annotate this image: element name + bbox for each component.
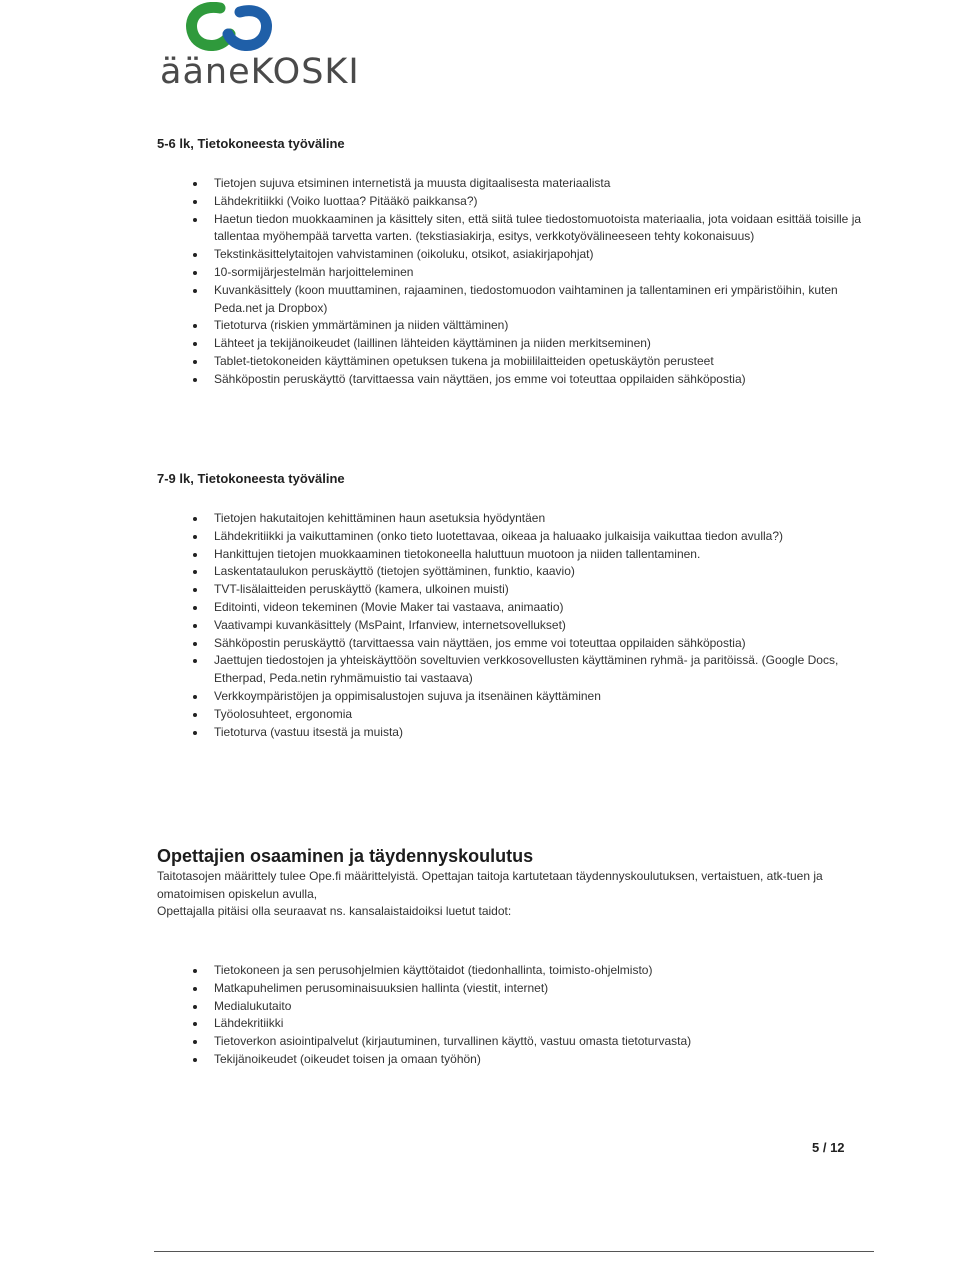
logo-emblem-icon	[160, 2, 360, 58]
list-item: Tietoturva (riskien ymmärtäminen ja niiden välttäminen)	[193, 317, 873, 335]
list-item: Tietoturva (vastuu itsestä ja muista)	[193, 724, 873, 742]
list-item: Editointi, videon tekeminen (Movie Maker tai vastaava, animaatio)	[193, 599, 873, 617]
list-item: Laskentataulukon peruskäyttö (tietojen syöttäminen, funktio, kaavio)	[193, 563, 873, 581]
footer-divider	[154, 1251, 874, 1252]
list-item: Jaettujen tiedostojen ja yhteiskäyttöön soveltuvien verkkosovellusten käyttäminen ryhmä- ja paritöissä. (Google Docs, Etherpad, Peda.netin ryhmämuistio tai vastaava)	[193, 652, 873, 688]
list-item: Vaativampi kuvankäsittely (MsPaint, Irfanview, internetsovellukset)	[193, 617, 873, 635]
list-item: Sähköpostin peruskäyttö (tarvittaessa vain näyttäen, jos emme voi toteuttaa oppilaiden sähköpostia)	[193, 371, 873, 389]
list-item: Haetun tiedon muokkaaminen ja käsittely siten, että siitä tulee tiedostomuotoista materiaalia, jota voidaan esittää toisille ja tallentaa myöhempää tarvetta varten. (tekstiasiakirja, esitys, verkkotyövälineeseen tehty kokonaisuus)	[193, 211, 873, 247]
list-item: Tietojen sujuva etsiminen internetistä ja muusta digitaalisesta materiaalista	[193, 175, 873, 193]
list-item: Verkkoympäristöjen ja oppimisalustojen sujuva ja itsenäinen käyttäminen	[193, 688, 873, 706]
list-item: Matkapuhelimen perusominaisuuksien hallinta (viestit, internet)	[193, 980, 873, 998]
list-7-9	[193, 510, 873, 741]
teachers-intro	[157, 868, 867, 921]
list-item: Tietokoneen ja sen perusohjelmien käyttötaidot (tiedonhallinta, toimisto-ohjelmisto)	[193, 962, 873, 980]
section-heading-7-9: 7-9 lk, Tietokoneesta työväline	[157, 471, 345, 486]
list-item: Lähdekritiikki (Voiko luottaa? Pitääkö paikkansa?)	[193, 193, 873, 211]
intro-paragraph: Opettajalla pitäisi olla seuraavat ns. kansalaistaidoiksi luetut taidot:	[157, 904, 512, 918]
list-item: Tietojen hakutaitojen kehittäminen haun asetuksia hyödyntäen	[193, 510, 873, 528]
list-item: Työolosuhteet, ergonomia	[193, 706, 873, 724]
list-item: Tablet-tietokoneiden käyttäminen opetuksen tukena ja mobiililaitteiden opetuskäytön perusteet	[193, 353, 873, 371]
list-item: TVT-lisälaitteiden peruskäyttö (kamera, ulkoinen muisti)	[193, 581, 873, 599]
aanekoski-logo	[160, 2, 360, 98]
list-item: Tekijänoikeudet (oikeudet toisen ja omaan työhön)	[193, 1051, 873, 1069]
list-item: Hankittujen tietojen muokkaaminen tietokoneella haluttuun muotoon ja niiden tallentaminen.	[193, 546, 873, 564]
intro-paragraph: Taitotasojen määrittely tulee Ope.fi määrittelyistä. Opettajan taitoja kartutetaan täydennyskoulutuksen, vertaistuen, atk-tuen ja omatoimisen opiskelun avulla,	[157, 869, 823, 901]
list-item: Medialukutaito	[193, 998, 873, 1016]
list-item: 10-sormijärjestelmän harjoitteleminen	[193, 264, 873, 282]
list-item: Lähdekritiikki ja vaikuttaminen (onko tieto luotettavaa, oikeaa ja haluaako julkaisija vaikuttaa tiedon avulla?)	[193, 528, 873, 546]
list-item: Lähteet ja tekijänoikeudet (laillinen lähteiden käyttäminen ja niiden merkitseminen)	[193, 335, 873, 353]
logo-wordmark: ääneKOSKI	[160, 52, 360, 92]
list-item: Lähdekritiikki	[193, 1015, 873, 1033]
list-item: Tekstinkäsittelytaitojen vahvistaminen (oikoluku, otsikot, asiakirjapohjat)	[193, 246, 873, 264]
teachers-skills-list	[193, 962, 873, 1069]
list-item: Kuvankäsittely (koon muuttaminen, rajaaminen, tiedostomuodon vaihtaminen ja tallentaminen eri ympäristöihin, kuten Peda.net ja Dropbox)	[193, 282, 873, 318]
section-heading-5-6: 5-6 lk, Tietokoneesta työväline	[157, 136, 345, 151]
teachers-heading: Opettajien osaaminen ja täydennyskoulutus	[157, 846, 534, 866]
page-number: 5 / 12	[812, 1140, 845, 1155]
list-5-6	[193, 175, 873, 389]
list-item: Tietoverkon asiointipalvelut (kirjautuminen, turvallinen käyttö, vastuu omasta tietoturvasta)	[193, 1033, 873, 1051]
list-item: Sähköpostin peruskäyttö (tarvittaessa vain näyttäen, jos emme voi toteuttaa oppilaiden sähköpostia)	[193, 635, 873, 653]
